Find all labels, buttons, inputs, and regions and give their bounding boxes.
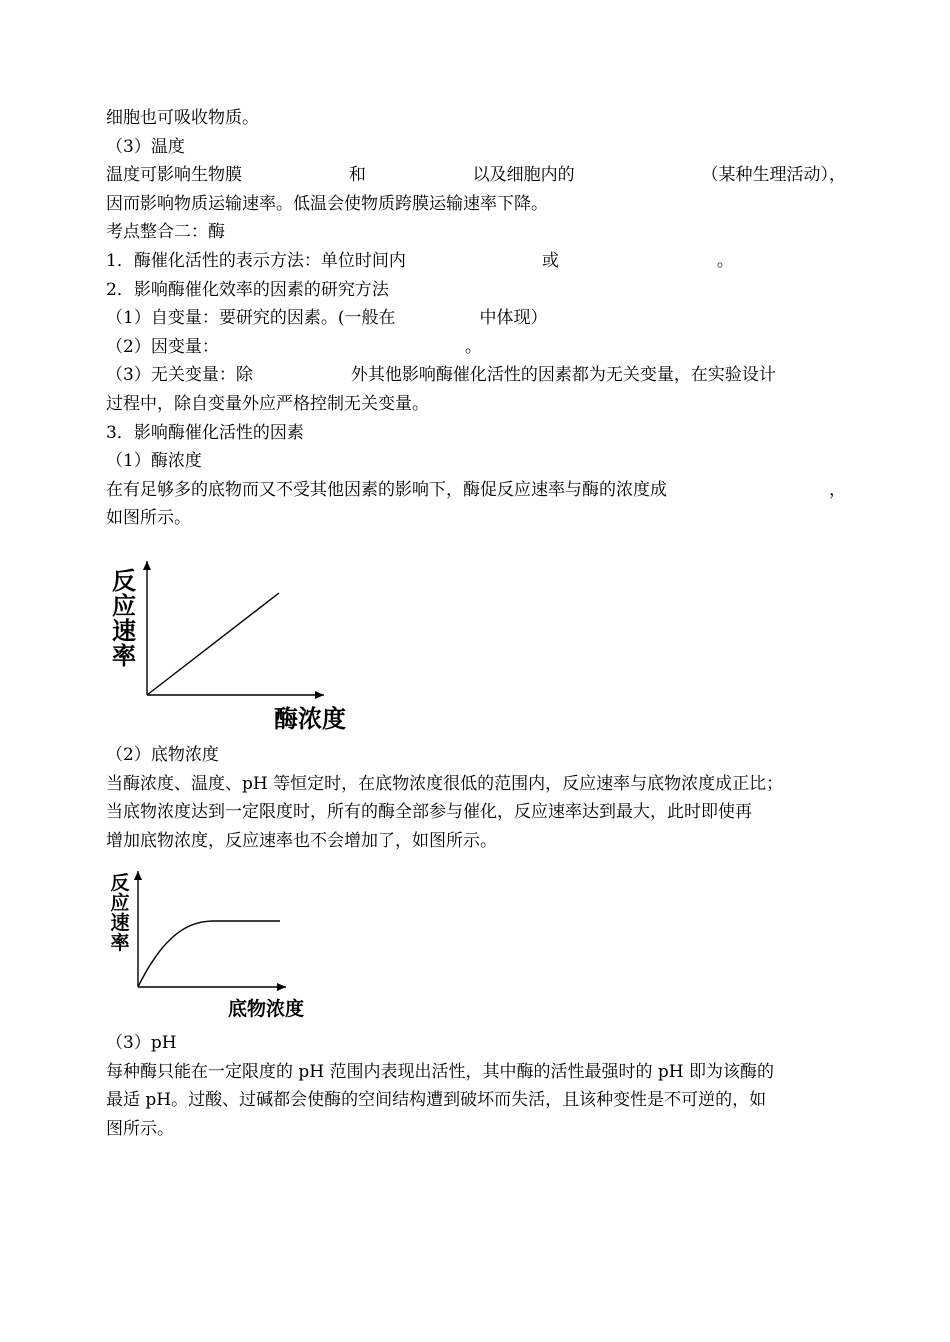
y-axis-label-char: 率: [112, 641, 136, 670]
text-line: 增加底物浓度，反应速率也不会增加了，如图所示。: [106, 830, 497, 851]
x-axis-label: 酶浓度: [274, 704, 346, 733]
text-line-blanks: （1）自变量：要研究的因素。(一般在 中体现）: [106, 308, 548, 329]
y-axis-label-char: 应: [112, 591, 136, 620]
text-line-blanks: 在有足够多的底物而又不受其他因素的影响下，酶促反应速率与酶的浓度成 ，: [106, 479, 846, 500]
y-axis-arrow: [143, 561, 151, 570]
text-line-blanks: （3）无关变量：除 外其他影响酶催化活性的因素都为无关变量，在实验设计: [106, 365, 776, 386]
y-axis-arrow: [134, 871, 142, 880]
text-line: 最适 pH。过酸、过碱都会使酶的空间结构遭到破坏而失活，且该种变性是不可逆的，如: [106, 1090, 767, 1111]
chart-substrate-concentration: [106, 867, 326, 1021]
y-axis-label-char: 速: [112, 616, 136, 645]
subheading-enzyme-concentration: （1）酶浓度: [106, 451, 202, 472]
y-axis-label-char: 反: [112, 566, 136, 595]
subheading-temperature: （3）温度: [106, 136, 185, 157]
text-line: 如图所示。: [106, 508, 191, 529]
text-line-blanks: 1．酶催化活性的表示方法：单位时间内 或 。: [106, 250, 734, 271]
text-line: 因而影响物质运输速率。低温会使物质跨膜运输速率下降。: [106, 193, 548, 214]
text-line: 3．影响酶催化活性的因素: [106, 422, 304, 443]
text-line: 每种酶只能在一定限度的 pH 范围内表现出活性，其中酶的活性最强时的 pH 即为该酶的: [106, 1061, 775, 1082]
text-line: 2．影响酶催化效率的因素的研究方法: [106, 279, 389, 300]
text-line: 当酶浓度、温度、pH 等恒定时，在底物浓度很低的范围内，反应速率与底物浓度成正比；: [106, 773, 784, 794]
series-line: [138, 921, 280, 987]
text-line-blanks: （2）因变量： 。: [106, 336, 482, 357]
series-line: [147, 593, 279, 695]
x-axis-label: 底物浓度: [227, 998, 305, 1021]
chart-enzyme-concentration: [106, 557, 366, 735]
text-line: 当底物浓度达到一定限度时，所有的酶全部参与催化，反应速率达到最大，此时即使再: [106, 802, 752, 823]
y-axis-label-char: 速: [110, 912, 130, 935]
y-axis-label-char: 率: [110, 932, 130, 955]
x-axis-arrow: [277, 983, 286, 991]
subheading-ph: （3）pH: [106, 1033, 177, 1054]
y-axis-label-char: 应: [110, 892, 130, 915]
subheading-substrate-concentration: （2）底物浓度: [106, 744, 219, 765]
x-axis-arrow: [315, 691, 324, 699]
text-line: 细胞也可吸收物质。: [106, 108, 259, 128]
text-line-blanks: 温度可影响生物膜 和 以及细胞内的 （某种生理活动），: [106, 165, 846, 186]
document-page: [106, 104, 846, 1144]
section-heading: 考点整合二：酶: [106, 222, 225, 243]
text-line: 过程中，除自变量外应严格控制无关变量。: [106, 393, 429, 414]
text-line: 图所示。: [106, 1119, 174, 1140]
y-axis-label-char: 反: [110, 872, 130, 895]
